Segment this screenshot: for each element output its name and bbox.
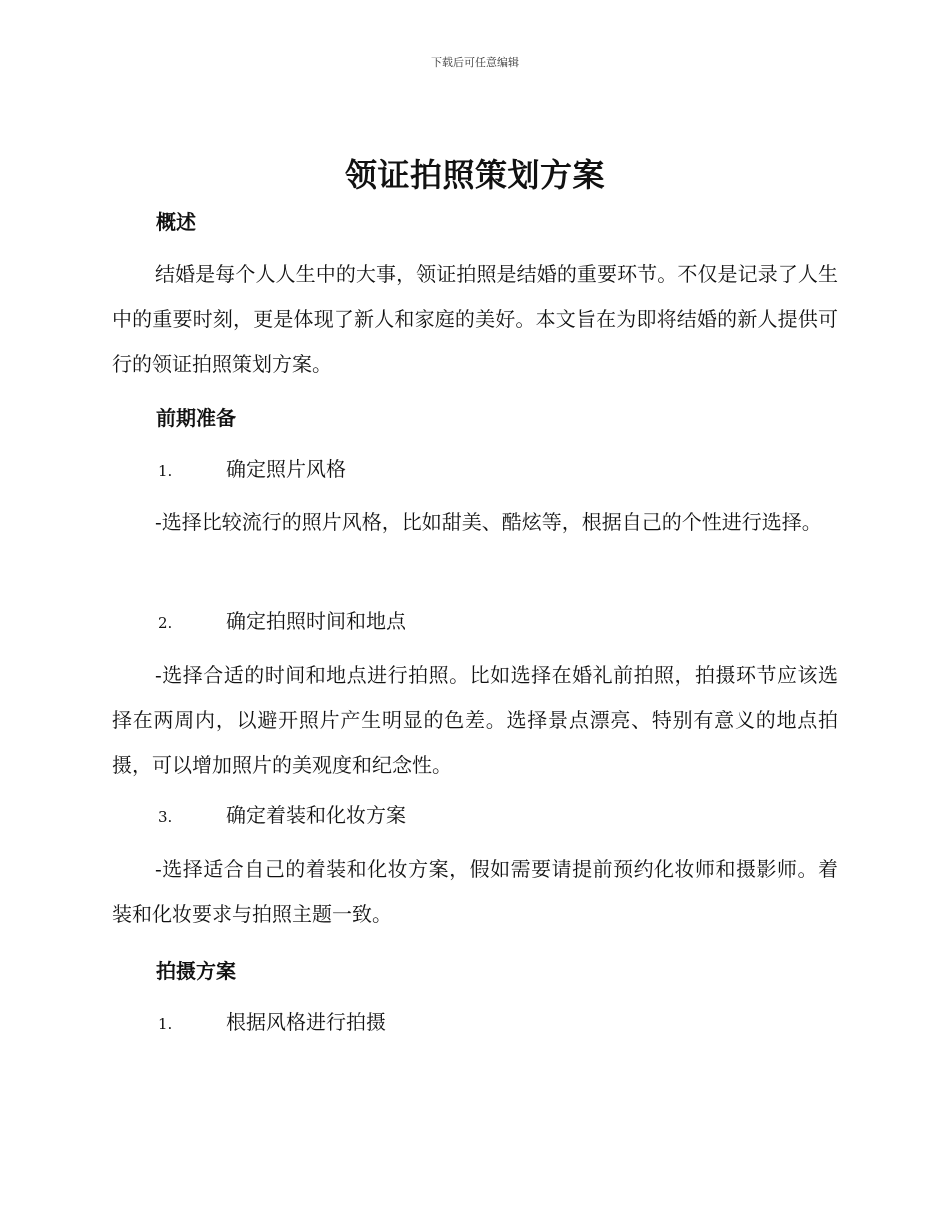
list-item <box>158 606 406 636</box>
list-item <box>158 454 346 484</box>
list-item-detail: -选择比较流行的照片风格，比如甜美、酷炫等，根据自己的个性进行选择。 <box>155 510 822 534</box>
list-number: 3. <box>158 808 173 826</box>
overview-paragraph: 结婚是每个人人生中的大事，领证拍照是结婚的重要环节。不仅是记录了人生中的重要时刻，更是体现了新人和家庭的美好。本文旨在为即将结婚的新人提供可行的领证拍照策划方案。 <box>112 262 838 376</box>
document-title: 领证拍照策划方案 <box>344 156 605 194</box>
section-heading-shooting: 拍摄方案 <box>156 959 236 983</box>
list-number: 1. <box>158 1015 173 1033</box>
list-item-title: 根据风格进行拍摄 <box>226 1010 386 1034</box>
list-number: 1. <box>158 462 173 480</box>
list-item-title: 确定拍照时间和地点 <box>226 609 406 633</box>
list-item <box>158 1007 386 1037</box>
list-item-detail: -选择适合自己的着装和化妆方案，假如需要请提前预约化妆师和摄影师。着装和化妆要求与拍照主题一致。 <box>112 857 838 926</box>
list-number: 2. <box>158 614 173 632</box>
section-heading-overview: 概述 <box>156 210 196 234</box>
list-item-title: 确定着装和化妆方案 <box>226 803 406 827</box>
list-item-title: 确定照片风格 <box>226 457 346 481</box>
list-item-detail: -选择合适的时间和地点进行拍照。比如选择在婚礼前拍照，拍摄环节应该选择在两周内，以避开照片产生明显的色差。选择景点漂亮、特别有意义的地点拍摄，可以增加照片的美观度和纪念性。 <box>112 663 838 777</box>
header-note: 下载后可任意编辑 <box>431 56 519 69</box>
section-heading-preparation: 前期准备 <box>156 406 236 430</box>
list-item <box>158 800 406 830</box>
